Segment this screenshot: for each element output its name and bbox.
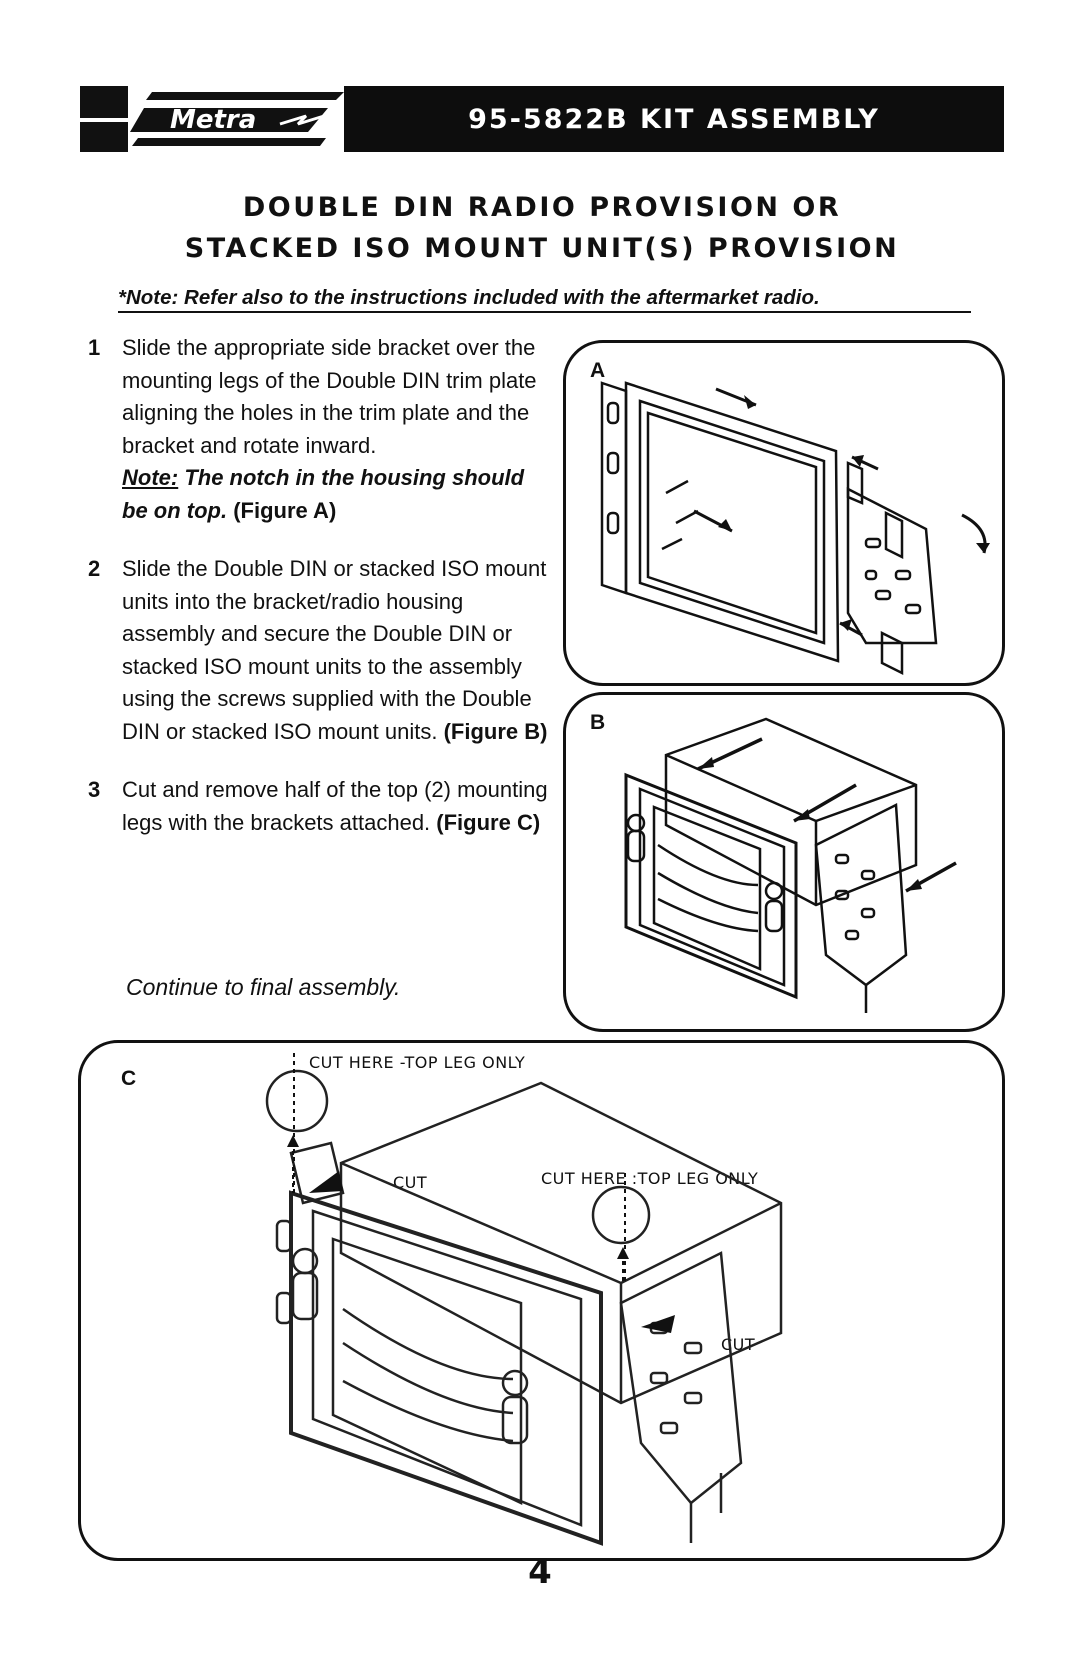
step-3 — [88, 774, 548, 839]
metra-logo — [130, 86, 345, 152]
page-number: 4 — [528, 1552, 552, 1592]
step-number: 2 — [88, 556, 101, 581]
cut-here-label-right: CUT HERE :TOP LEG ONLY — [541, 1169, 759, 1188]
step-number: 3 — [88, 777, 101, 802]
figure-c-label: C — [121, 1067, 137, 1090]
step-number: 1 — [88, 335, 101, 360]
cut-here-label-left: CUT HERE -TOP LEG ONLY — [309, 1053, 526, 1072]
step-note-text: The notch in the housing should be on top. — [122, 465, 525, 523]
figure-b-panel — [563, 692, 1005, 1032]
figure-reference: (Figure B) — [437, 718, 548, 744]
metra-logo-text: Metra — [170, 105, 257, 135]
step-text: Slide the appropriate side bracket over the mounting legs of the Double DIN trim plate aligning the holes in the trim plate and the bracket and rotate inward. — [122, 335, 537, 458]
header-tab-divider — [80, 118, 128, 122]
section-title-line1: DOUBLE DIN RADIO PROVISION OR — [242, 192, 842, 223]
cut-label-right: CUT — [721, 1335, 756, 1354]
aftermarket-radio-note: *Note: Refer also to the instructions included with the aftermarket radio. — [118, 286, 971, 313]
figure-a-drawing — [566, 343, 1002, 683]
section-title-line2: STACKED ISO MOUNT UNIT(S) PROVISION — [184, 233, 900, 264]
figure-b-label: B — [590, 711, 606, 734]
figure-reference: (Figure A) — [227, 497, 337, 523]
figure-reference: (Figure C) — [430, 809, 541, 835]
step-text: Cut and remove half of the top (2) mounting legs with the brackets attached. — [122, 777, 548, 835]
step-note-label: Note: — [122, 465, 179, 490]
step-note — [122, 462, 548, 527]
figure-b-drawing — [566, 695, 1002, 1029]
figure-c-drawing — [81, 1043, 1002, 1558]
instruction-steps — [88, 332, 548, 865]
step-text: Slide the Double DIN or stacked ISO mount units into the bracket/radio housing assembly and secure the Double DIN or stacked ISO mount units to the assembly using the screws supplied with the Double DIN or stacked ISO mount units. — [122, 556, 547, 744]
continue-text: Continue to final assembly. — [126, 974, 401, 1000]
figure-a-panel — [563, 340, 1005, 686]
figure-c-panel — [78, 1040, 1005, 1561]
header-title: 95-5822B KIT ASSEMBLY — [344, 86, 1004, 152]
figure-a-label: A — [590, 359, 606, 382]
step-1 — [88, 332, 548, 527]
cut-label-left: CUT — [393, 1173, 428, 1192]
step-2 — [88, 553, 548, 748]
